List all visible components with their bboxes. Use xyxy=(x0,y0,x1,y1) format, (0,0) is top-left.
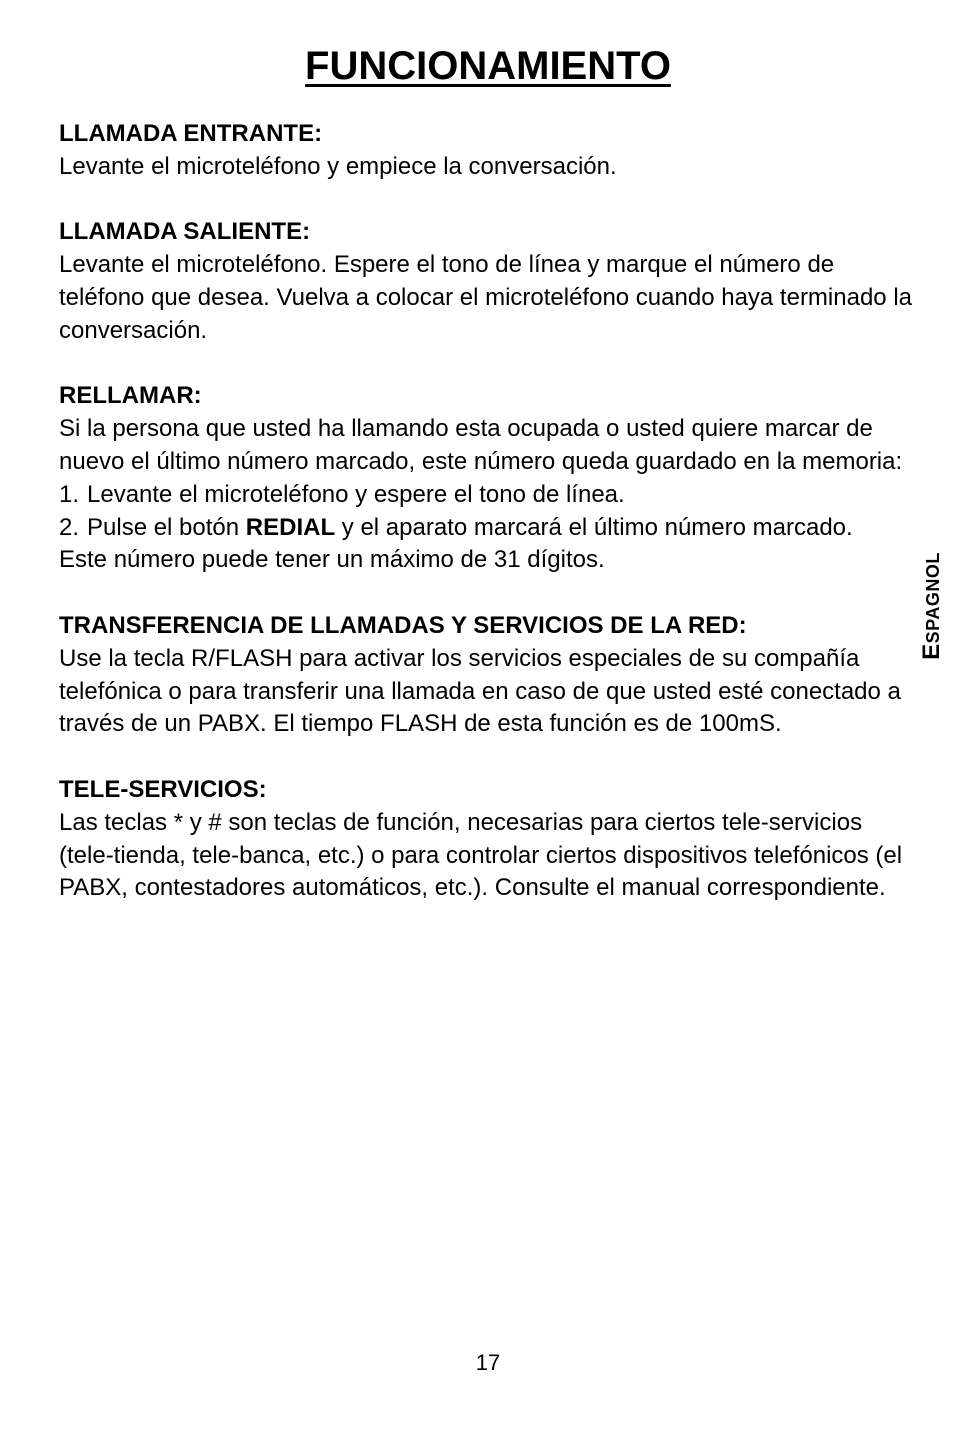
page-title: FUNCIONAMIENTO xyxy=(305,44,671,88)
side-label-initial: E xyxy=(918,643,945,660)
list-text xyxy=(87,512,919,545)
side-label-rest: SPAGNOL xyxy=(923,552,943,644)
list-text: Levante el microteléfono y espere el tono de línea. xyxy=(87,480,625,508)
page-number: 17 xyxy=(475,1350,501,1375)
section-body: Las teclas * y # son teclas de función, necesarias para ciertos tele-servicios (tele-tienda, tele-banca, etc.) o para controlar ciertos dispositivos telefónicos (el PABX, contestadores automáticos, etc.). Consulte el manual correspondiente. xyxy=(59,808,903,902)
language-side-label xyxy=(918,552,946,660)
list-text-after: y el aparato marcará el último número marcado. xyxy=(335,513,853,541)
section-body: Levante el microteléfono. Espere el tono de línea y marque el número de teléfono que desea. Vuelva a colocar el microteléfono cuando haya terminado la conversación. xyxy=(59,251,912,344)
list-number: 1. xyxy=(59,480,80,508)
section-rellamar xyxy=(59,380,919,577)
section-heading: TELE-SERVICIOS: xyxy=(59,775,267,803)
list-text-before: Pulse el botón xyxy=(87,513,246,541)
section-body: Use la tecla R/FLASH para activar los servicios especiales de su compañía telefónica o para transferir una llamada en caso de que usted esté conectado a través de un PABX. El tiempo FLASH de esta función es de 100mS. xyxy=(59,644,901,738)
section-note: Este número puede tener un máximo de 31 dígitos. xyxy=(59,546,605,574)
section-heading: LLAMADA SALIENTE: xyxy=(59,218,311,246)
section-tele-servicios xyxy=(59,774,919,905)
section-body: Levante el microteléfono y empiece la conversación. xyxy=(59,152,617,180)
section-heading: RELLAMAR: xyxy=(59,382,202,410)
redial-keyword: REDIAL xyxy=(245,513,336,541)
section-heading: LLAMADA ENTRANTE: xyxy=(59,120,323,147)
section-llamada-entrante xyxy=(59,118,919,184)
section-intro: Si la persona que usted ha llamando esta ocupada o usted quiere marcar de nuevo el último número marcado, este número queda guardado en la memoria: xyxy=(59,415,903,475)
section-transferencia xyxy=(59,610,919,741)
section-llamada-saliente xyxy=(59,216,919,347)
list-item xyxy=(59,512,919,545)
list-number: 2. xyxy=(59,513,80,541)
section-heading: TRANSFERENCIA DE LLAMADAS Y SERVICIOS DE LA RED: xyxy=(59,611,747,639)
page-content xyxy=(59,118,919,938)
list-item xyxy=(59,479,919,512)
